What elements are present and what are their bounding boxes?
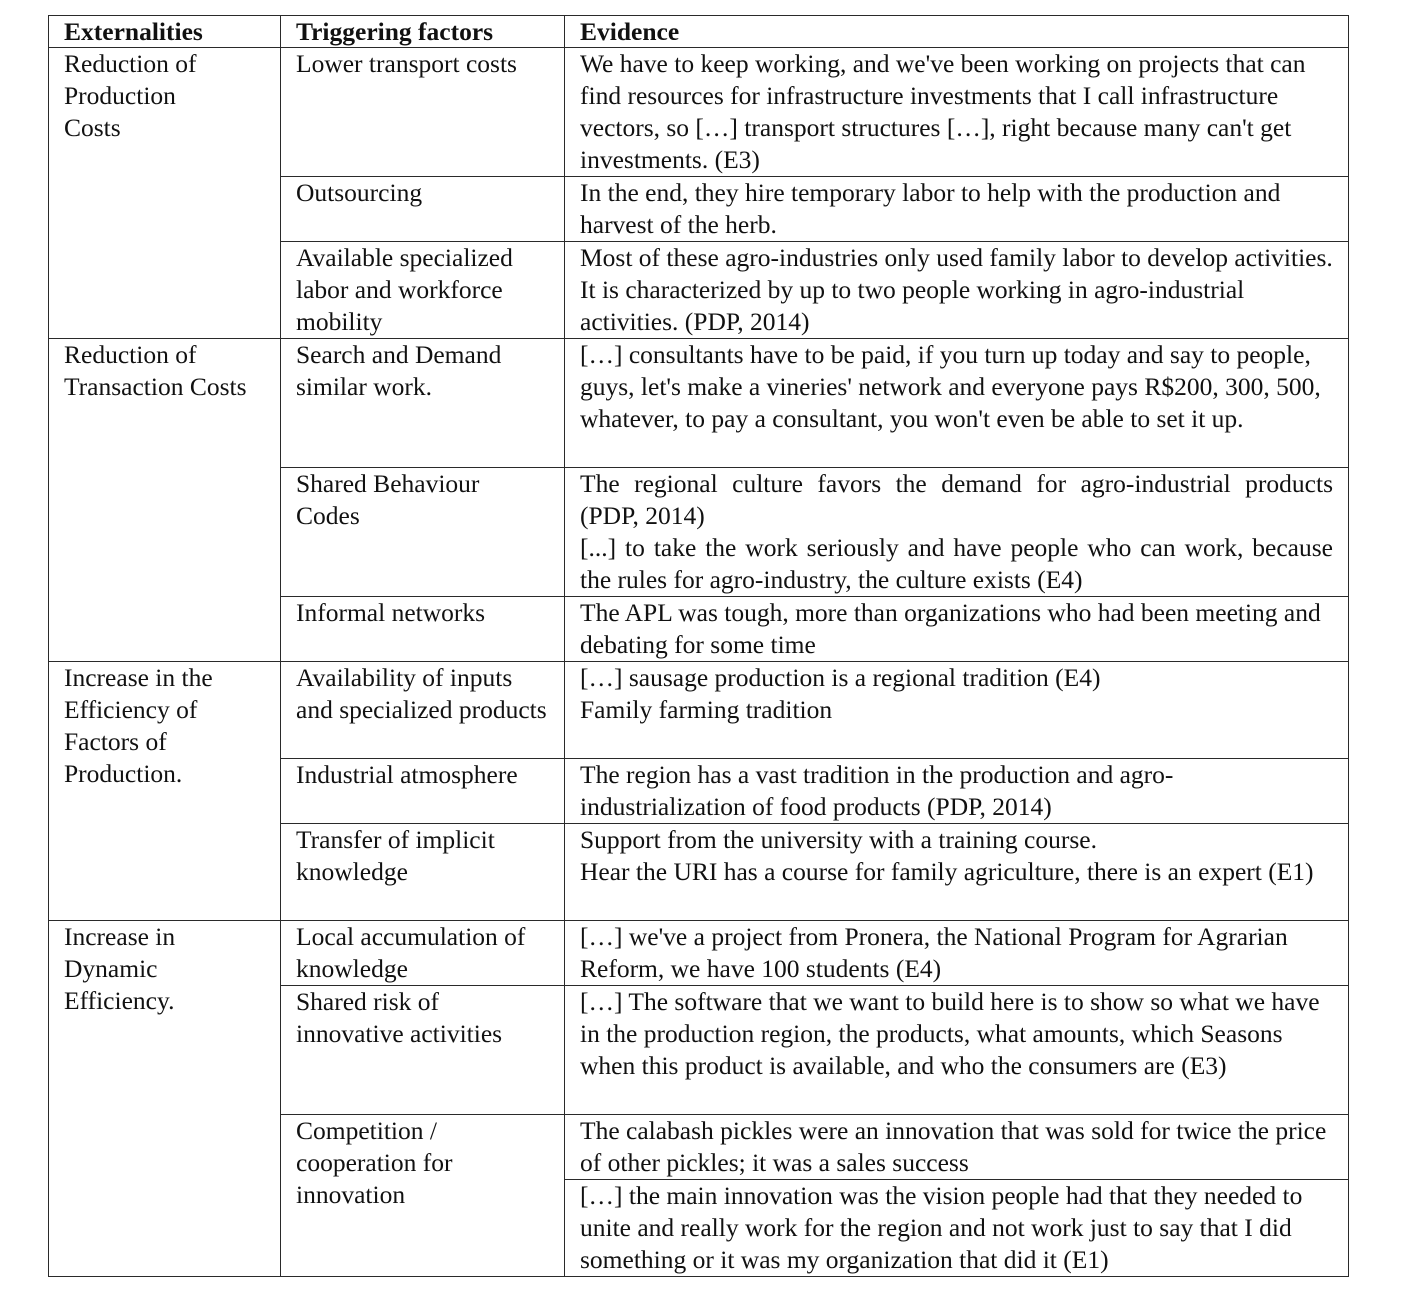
factor-cell: Competition / cooperation for innovation <box>281 1115 565 1277</box>
externality-cell: Reduction of Transaction Costs <box>49 339 281 662</box>
factor-cell: Lower transport costs <box>281 48 565 177</box>
evidence-cell: We have to keep working, and we've been working on projects that can find resources for infrastructure investments that I call infrastructure vectors, so […] transport structures […], right because many can't get investments. (E3) <box>565 48 1349 177</box>
externality-cell: Increase in Dynamic Efficiency. <box>49 921 281 1277</box>
header-triggering-factors: Triggering factors <box>281 16 565 48</box>
factor-cell: Shared Behaviour Codes <box>281 468 565 597</box>
evidence-paragraph: The regional culture favors the demand for agro-industrial products (PDP, 2014) <box>580 469 1333 530</box>
factor-cell: Search and Demand similar work. <box>281 339 565 468</box>
evidence-cell <box>565 662 1349 759</box>
factor-cell: Local accumulation of knowledge <box>281 921 565 986</box>
table-row <box>49 662 1349 759</box>
header-externalities: Externalities <box>49 16 281 48</box>
factor-cell: Industrial atmosphere <box>281 759 565 824</box>
header-evidence: Evidence <box>565 16 1349 48</box>
evidence-paragraph: […] sausage production is a regional tradition (E4) <box>580 663 1101 692</box>
evidence-cell: […] The software that we want to build here is to show so what we have in the production region, the products, what amounts, which Seasons when this product is available, and who the consumers are (E3) <box>565 986 1349 1115</box>
evidence-paragraph: [...] to take the work seriously and have people who can work, because the rules for agro-industry, the culture exists (E4) <box>580 533 1333 594</box>
externality-cell: Reduction of Production Costs <box>49 48 281 339</box>
factor-cell: Outsourcing <box>281 177 565 242</box>
table-row <box>49 339 1349 468</box>
evidence-cell <box>565 468 1349 597</box>
evidence-cell: The region has a vast tradition in the production and agro-industrialization of food products (PDP, 2014) <box>565 759 1349 824</box>
factor-cell: Availability of inputs and specialized products <box>281 662 565 759</box>
evidence-cell: […] the main innovation was the vision people had that they needed to unite and really work for the region and not work just to say that I did something or it was my organization that did it (E1) <box>565 1180 1349 1277</box>
factor-cell: Available specialized labor and workforce mobility <box>281 242 565 339</box>
evidence-cell: […] consultants have to be paid, if you turn up today and say to people, guys, let's make a vineries' network and everyone pays R$200, 300, 500, whatever, to pay a consultant, you won't even be able to set it up. <box>565 339 1349 468</box>
factor-cell: Transfer of implicit knowledge <box>281 824 565 921</box>
evidence-paragraph: Hear the URI has a course for family agriculture, there is an expert (E1) <box>580 857 1314 886</box>
table-row <box>49 48 1349 177</box>
externalities-table <box>48 15 1349 1277</box>
header-row <box>49 16 1349 48</box>
evidence-paragraph: Family farming tradition <box>580 695 833 724</box>
evidence-cell: The calabash pickles were an innovation that was sold for twice the price of other pickles; it was a sales success <box>565 1115 1349 1180</box>
factor-cell: Shared risk of innovative activities <box>281 986 565 1115</box>
evidence-cell: The APL was tough, more than organizations who had been meeting and debating for some time <box>565 597 1349 662</box>
externality-cell: Increase in the Efficiency of Factors of Production. <box>49 662 281 921</box>
evidence-paragraph: Support from the university with a training course. <box>580 825 1097 854</box>
table-row <box>49 921 1349 986</box>
factor-cell: Informal networks <box>281 597 565 662</box>
evidence-cell: Most of these agro-industries only used family labor to develop activities. It is characterized by up to two people working in agro-industrial activities. (PDP, 2014) <box>565 242 1349 339</box>
evidence-cell: In the end, they hire temporary labor to help with the production and harvest of the herb. <box>565 177 1349 242</box>
evidence-cell: […] we've a project from Pronera, the National Program for Agrarian Reform, we have 100 students (E4) <box>565 921 1349 986</box>
evidence-cell <box>565 824 1349 921</box>
